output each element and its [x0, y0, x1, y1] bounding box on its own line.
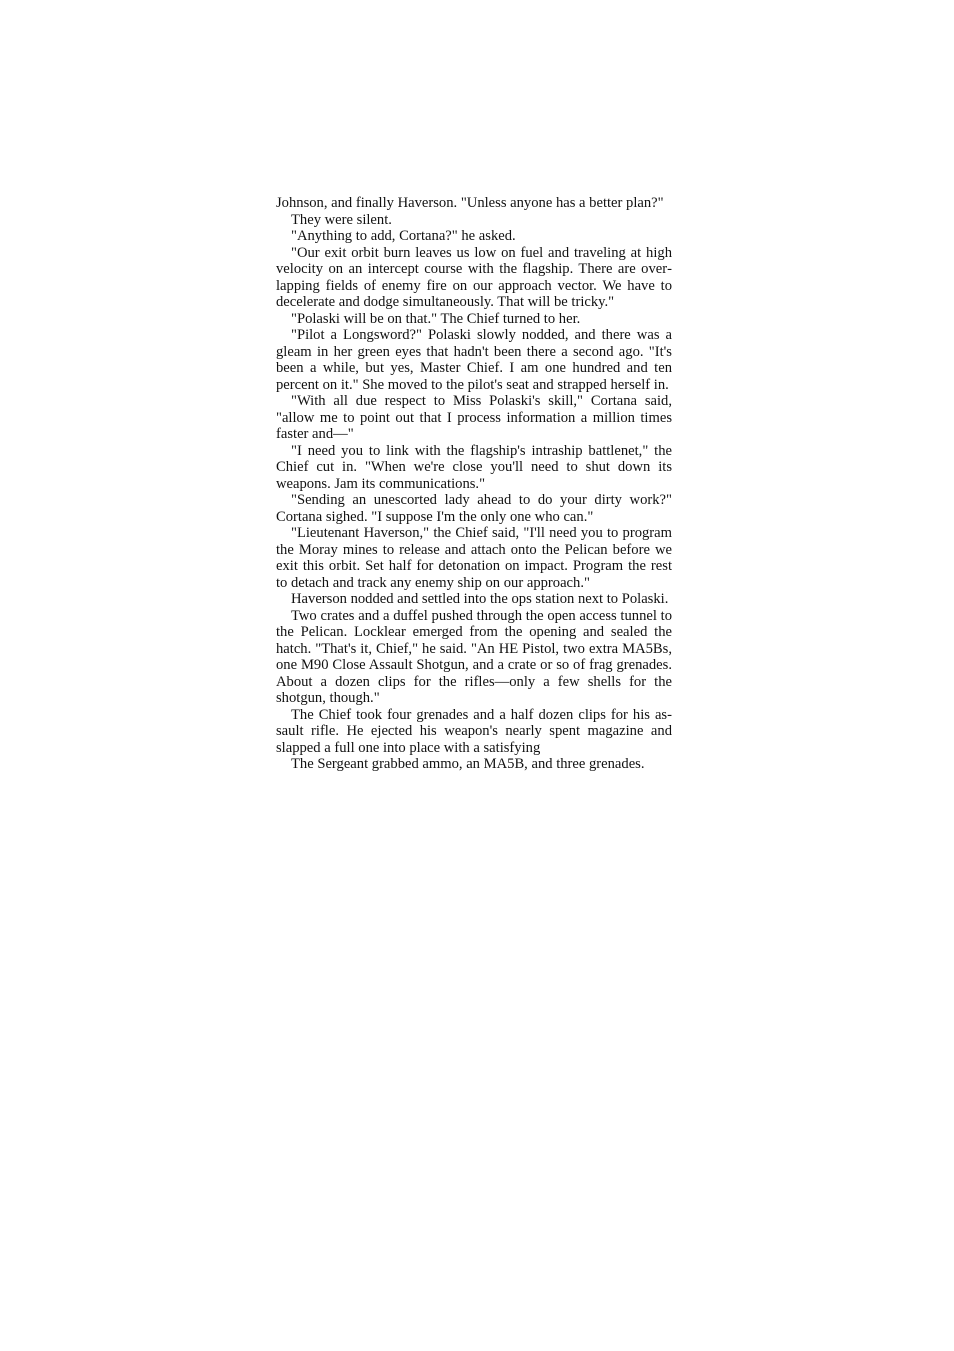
paragraph-4: "Our exit orbit burn leaves us low on fuel and traveling at high velocity on an intercept course with the flagship. There are overlapping fields of enemy fire on our approach vector. We have to decelerate and dodge simultaneously. That will be tricky.": [276, 244, 672, 310]
paragraph-11: Haverson nodded and settled into the ops station next to Polaski.: [291, 591, 669, 607]
paragraph-14: The Sergeant grabbed ammo, an MA5B, and three grenades.: [291, 756, 645, 772]
paragraph-8: "I need you to link with the flagship's intraship battlenet," the Chief cut in. "When we're close you'll need to shut down its weapons. Jam its communications.": [276, 442, 672, 492]
paragraph-7: "With all due respect to Miss Polaski's skill," Cortana said, "allow me to point out that I process information a million times faster and—": [276, 393, 672, 442]
paragraph-5: "Polaski will be on that." The Chief turned to her.: [291, 310, 581, 327]
paragraph-9: "Sending an unescorted lady ahead to do your dirty work?" Cortana sighed. "I suppose I'm the only one who can.": [276, 492, 672, 525]
paragraph-6: "Pilot a Longsword?" Polaski slowly nodded, and there was a gleam in her green eyes that hadn't been there a second ago. "It's been a while, but yes, Master Chief. I am one hundred and ten percent on it." She moved to the pilot's seat and strapped herself in.: [276, 327, 672, 393]
paragraph-12: Two crates and a duffel pushed through the open access tunnel to the Pelican. Locklear emerged from the opening and sealed the hatch. "That's it, Chief," he said. "An HE Pistol, two extra MA5Bs, one M90 Close Assault Shotgun, and a crate or so of frag grenades. About a dozen clips for the rifles—only a few shells for the shotgun, though.": [276, 607, 672, 706]
paragraph-13: The Chief took four grenades and a half dozen clips for his assault rifle. He ejected his weapon's nearly spent magazine and slapped a full one into place with a satisfying: [276, 706, 672, 756]
paragraph-3: "Anything to add, Cortana?" he asked.: [291, 228, 516, 244]
paragraph-2: They were silent.: [291, 211, 392, 228]
paragraph-10: "Lieutenant Haverson," the Chief said, "I'll need you to program the Moray mines to release and attach onto the Pelican before we exit this orbit. Set half for detonation on impact. Program the rest to detach and track any enemy ship on our approach.": [276, 525, 672, 591]
paragraph-1: Johnson, and finally Haverson. "Unless anyone has a better plan?": [276, 195, 664, 211]
body-text: [276, 195, 672, 773]
